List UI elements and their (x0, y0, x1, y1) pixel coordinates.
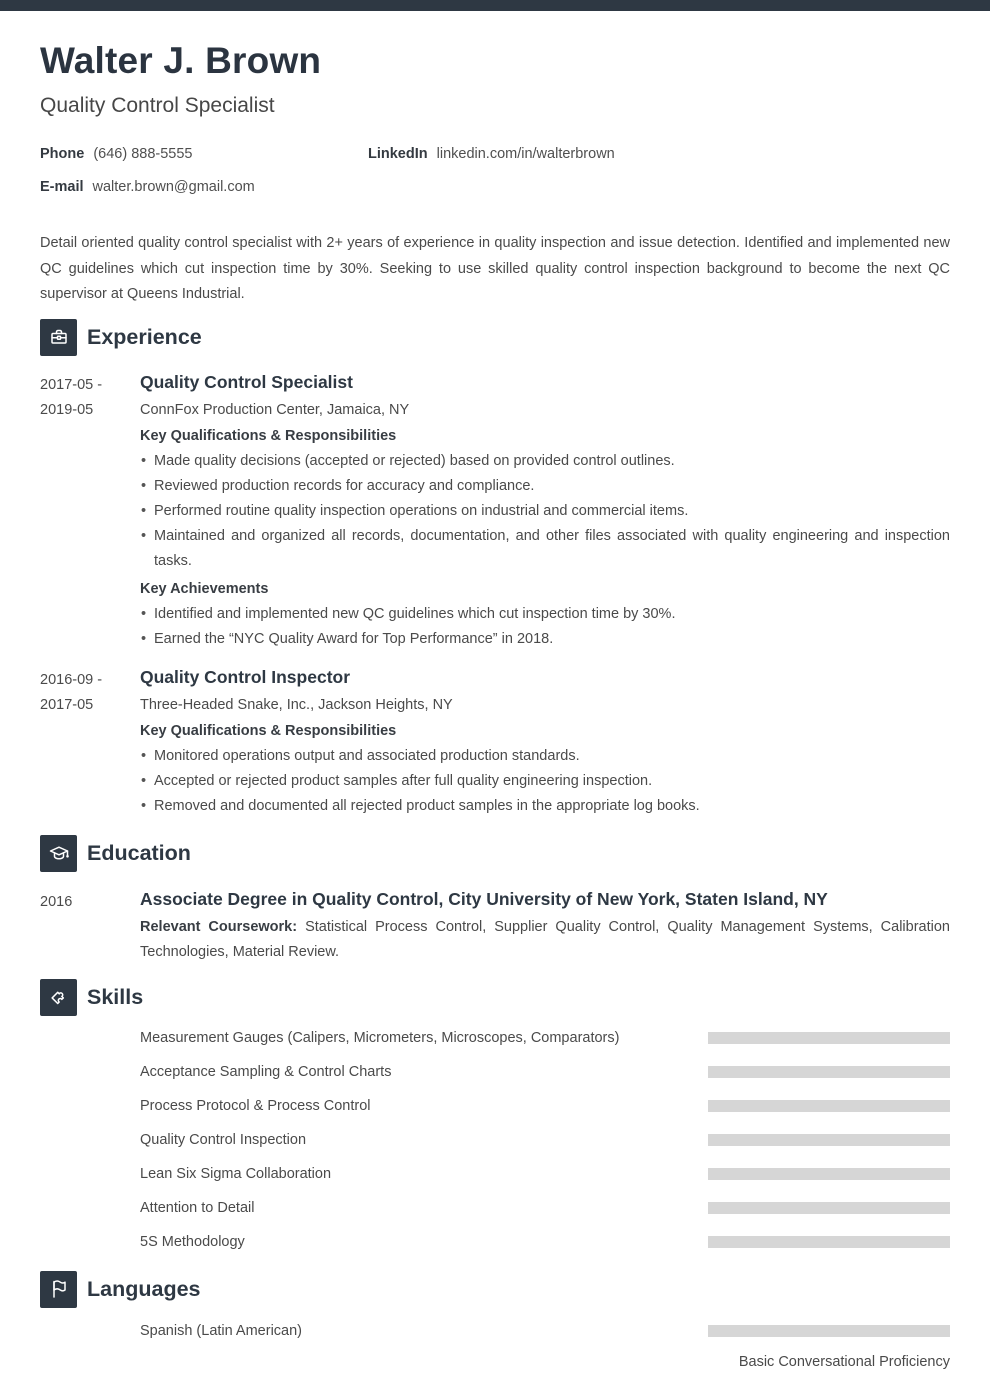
experience-entry (40, 370, 950, 652)
skill-level-bar (708, 1032, 950, 1044)
list-item: • Identified and implemented new QC guidelines which cut inspection time by 30%. (140, 602, 950, 627)
skill-row (140, 1225, 950, 1259)
education-section-title: Education (87, 840, 191, 865)
graduation-cap-icon (40, 835, 77, 872)
skill-name: Process Protocol & Process Control (140, 1097, 371, 1114)
list-item: • Maintained and organized all records, documentation, and other files associated with quality engineering and inspection tasks. (140, 524, 950, 574)
skills-section-header (40, 979, 950, 1016)
contact-phone (40, 145, 368, 164)
coursework-line (140, 915, 950, 966)
language-proficiency: Basic Conversational Proficiency (738, 1353, 950, 1370)
date-from: 2017-05 - (40, 376, 103, 393)
skill-row (140, 1123, 950, 1157)
list-item: • Made quality decisions (accepted or rejected) based on provided control outlines. (140, 449, 950, 474)
phone-value: (646) 888-5555 (93, 146, 193, 162)
skill-row (140, 1157, 950, 1191)
skill-name: 5S Methodology (140, 1233, 245, 1250)
linkedin-value: linkedin.com/in/walterbrown (436, 146, 615, 162)
date-to: 2019-05 (40, 401, 94, 418)
skills-list (140, 1021, 950, 1259)
achievements-heading: Key Achievements (140, 580, 269, 597)
phone-label: Phone (40, 146, 85, 162)
skill-row (140, 1021, 950, 1055)
skill-level-bar (708, 1236, 950, 1248)
list-item: • Earned the “NYC Quality Award for Top Performance” in 2018. (140, 627, 950, 652)
languages-section-title: Languages (87, 1276, 201, 1301)
company-line: ConnFox Production Center, Jamaica, NY (140, 401, 410, 418)
list-item: • Accepted or rejected product samples after full quality engineering inspection. (140, 769, 950, 794)
experience-section-title: Experience (87, 324, 202, 349)
degree-title: Associate Degree in Quality Control, City University of New York, Staten Island, NY (140, 888, 828, 909)
contact-email (40, 178, 368, 197)
experience-entry (40, 665, 950, 819)
experience-entry-body (140, 665, 950, 819)
skill-row (140, 1089, 950, 1123)
date-year: 2016 (40, 893, 73, 910)
top-accent-bar (0, 0, 990, 11)
email-label: E-mail (40, 179, 84, 195)
skill-level-bar (708, 1168, 950, 1180)
skill-name: Measurement Gauges (Calipers, Micrometers, Microscopes, Comparators) (140, 1029, 620, 1046)
coursework-text: Statistical Process Control, Supplier Quality Control, Quality Management Systems, Calibration Technologies, Material Review. (140, 918, 950, 960)
education-entry-body (140, 887, 950, 966)
coursework-label: Relevant Coursework: (140, 918, 298, 935)
date-from: 2016-09 - (40, 671, 103, 688)
skill-level-bar (708, 1134, 950, 1146)
language-name: Spanish (Latin American) (140, 1322, 302, 1339)
education-year (40, 887, 140, 966)
job-role: Quality Control Inspector (140, 666, 351, 687)
candidate-name: Walter J. Brown (40, 40, 322, 81)
skill-row (140, 1191, 950, 1225)
professional-summary: Detail oriented quality control specialist with 2+ years of experience in quality inspection and issue detection. Identified and implemented new QC guidelines which cut inspection time by 30%. Seeking to use skilled quality control inspection background to become the next QC supervisor at Queens Industrial. (40, 235, 950, 302)
languages-section-header (40, 1271, 950, 1308)
job-role: Quality Control Specialist (140, 371, 353, 392)
achievements-list (140, 602, 950, 652)
date-to: 2017-05 (40, 696, 94, 713)
candidate-job-title: Quality Control Specialist (40, 94, 275, 117)
list-item: • Performed routine quality inspection operations on industrial and commercial items. (140, 499, 950, 524)
experience-section-header (40, 319, 950, 356)
company-line: Three-Headed Snake, Inc., Jackson Heights, NY (140, 696, 453, 713)
email-value: walter.brown@gmail.com (92, 179, 255, 195)
qualifications-heading: Key Qualifications & Responsibilities (140, 722, 397, 739)
skill-level-bar (708, 1066, 950, 1078)
linkedin-label: LinkedIn (368, 146, 428, 162)
list-item: • Removed and documented all rejected product samples in the appropriate log books. (140, 794, 950, 819)
experience-dates (40, 665, 140, 819)
puzzle-piece-icon (40, 979, 77, 1016)
skill-name: Acceptance Sampling & Control Charts (140, 1063, 392, 1080)
experience-entry-body (140, 370, 950, 652)
skill-level-bar (708, 1100, 950, 1112)
qualifications-list (140, 744, 950, 819)
skill-level-bar (708, 1202, 950, 1214)
education-entry (40, 887, 950, 966)
list-item: • Monitored operations output and associated production standards. (140, 744, 950, 769)
qualifications-list (140, 449, 950, 574)
education-section-header (40, 835, 950, 872)
skill-name: Lean Six Sigma Collaboration (140, 1165, 332, 1182)
contact-linkedin (368, 145, 950, 164)
resume-page (0, 40, 990, 1374)
skills-section-title: Skills (87, 984, 144, 1009)
contact-block (40, 145, 950, 197)
language-level-bar (708, 1325, 950, 1337)
qualifications-heading: Key Qualifications & Responsibilities (140, 427, 397, 444)
flag-icon (40, 1271, 77, 1308)
languages-list (140, 1314, 950, 1374)
skill-name: Quality Control Inspection (140, 1131, 307, 1148)
skill-row (140, 1055, 950, 1089)
briefcase-icon (40, 319, 77, 356)
experience-dates (40, 370, 140, 652)
list-item: • Reviewed production records for accuracy and compliance. (140, 474, 950, 499)
skill-name: Attention to Detail (140, 1199, 255, 1216)
language-row (140, 1314, 950, 1348)
